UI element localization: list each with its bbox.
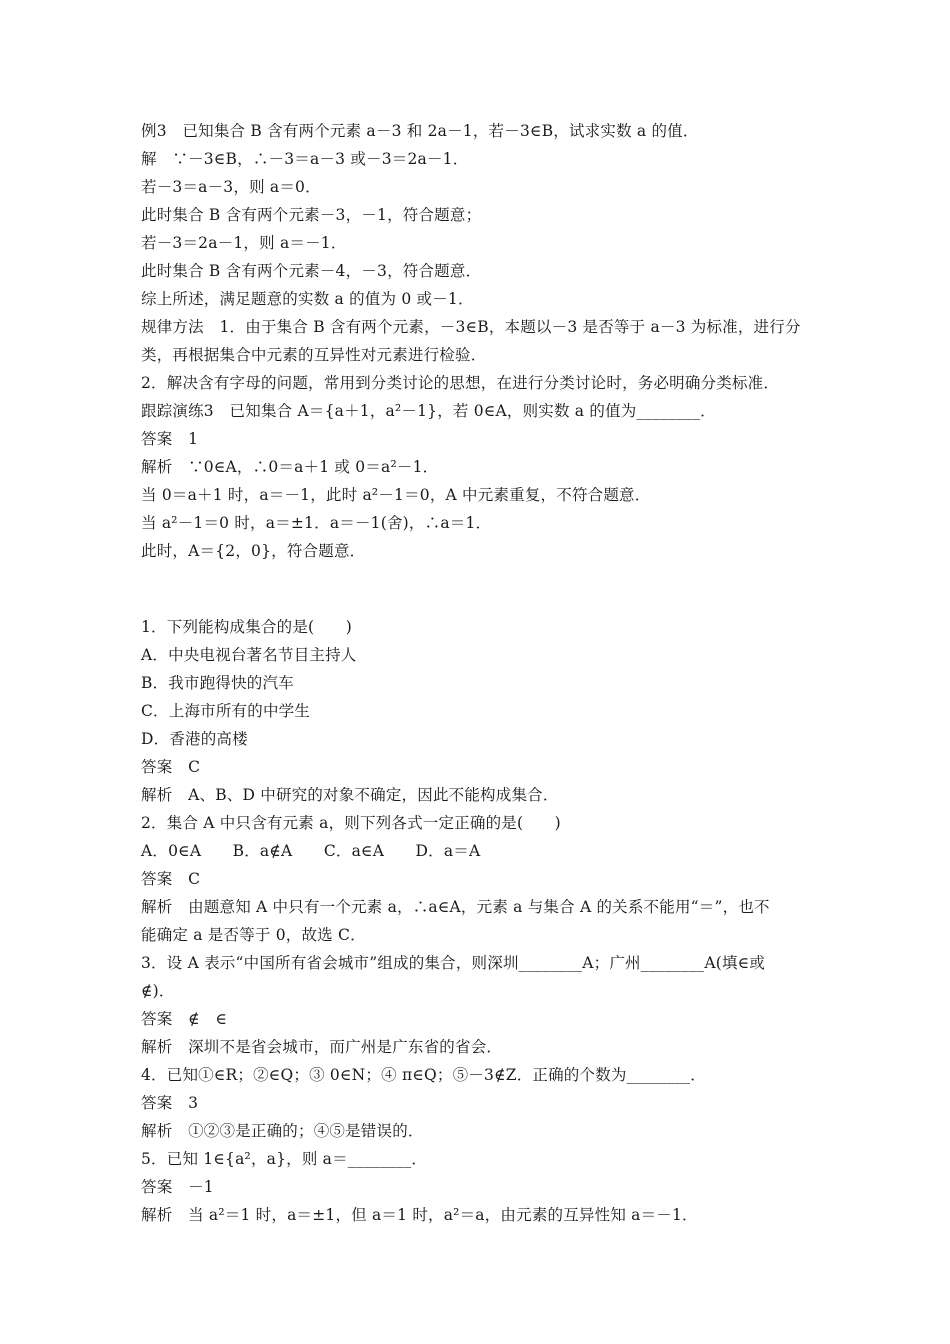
text-line: 解析 深圳不是省会城市，而广州是广东省的省会． (141, 1038, 503, 1056)
text-line: D．香港的高楼 (141, 730, 248, 748)
text-line: 综上所述，满足题意的实数 a 的值为 0 或－1． (141, 290, 474, 308)
text-line: A．中央电视台著名节目主持人 (141, 646, 357, 664)
text-line: 若－3＝a－3，则 a＝0． (141, 178, 321, 196)
text-line: 解析 由题意知 A 中只有一个元素 a，∴a∈A，元素 a 与集合 A 的关系不能用“＝”，也不 (141, 898, 770, 916)
text-line: 当 0＝a＋1 时，a＝－1，此时 a²－1＝0，A 中元素重复，不符合题意． (141, 486, 651, 504)
text-line: 答案 3 (141, 1094, 199, 1112)
text-line: 解析 A、B、D 中研究的对象不确定，因此不能构成集合． (141, 786, 559, 804)
text-line: 答案 1 (141, 430, 199, 448)
text-line: 2．解决含有字母的问题，常用到分类讨论的思想，在进行分类讨论时，务必明确分类标准． (141, 374, 780, 392)
text-line: 能确定 a 是否等于 0，故选 C． (141, 926, 366, 944)
text-line: B．我市跑得快的汽车 (141, 674, 294, 692)
text-line: 3．设 A 表示“中国所有省会城市”组成的集合，则深圳________A；广州________A(填∈或 (141, 954, 766, 972)
text-line: 答案 C (141, 758, 201, 776)
text-line: A．0∈A B．a∉A C．a∈A D．a＝A (141, 842, 481, 860)
text-line: 答案 ∉ ∈ (141, 1010, 228, 1028)
text-line: 解析 当 a²＝1 时，a＝±1，但 a＝1 时，a²＝a，由元素的互异性知 a＝－1． (141, 1206, 698, 1224)
text-line: 类，再根据集合中元素的互异性对元素进行检验． (141, 346, 487, 364)
text-line: 例3 已知集合 B 含有两个元素 a－3 和 2a－1，若－3∈B，试求实数 a 的值． (141, 122, 699, 140)
text-line: 答案 C (141, 870, 201, 888)
text-line: 当 a²－1＝0 时，a＝±1．a＝－1(舍)，∴a＝1． (141, 514, 492, 532)
text-line: 1．下列能构成集合的是( ) (141, 618, 352, 636)
text-line: C．上海市所有的中学生 (141, 702, 311, 720)
text-line: ∉)． (141, 982, 175, 1000)
text-line: 解 ∵－3∈B，∴－3＝a－3 或－3＝2a－1． (141, 150, 469, 168)
text-line: 此时，A＝{2，0}，符合题意． (141, 542, 366, 560)
text-line: 4．已知①∈R；②∈Q；③ 0∈N；④ π∈Q；⑤－3∉Z．正确的个数为________． (141, 1066, 706, 1084)
text-line: 解析 ∵0∈A，∴0＝a＋1 或 0＝a²－1． (141, 458, 439, 476)
text-line: 5．已知 1∈{a²，a}，则 a＝________． (141, 1150, 428, 1168)
text-line: 2．集合 A 中只含有元素 a，则下列各式一定正确的是( ) (141, 814, 561, 832)
text-line: 规律方法 1．由于集合 B 含有两个元素，－3∈B，本题以－3 是否等于 a－3 为标准，进行分 (141, 318, 801, 336)
text-line: 此时集合 B 含有两个元素－4，－3，符合题意． (141, 262, 482, 280)
text-line: 答案 －1 (141, 1178, 214, 1196)
text-line: 若－3＝2a－1，则 a＝－1． (141, 234, 347, 252)
text-line: 此时集合 B 含有两个元素－3，－1，符合题意； (141, 206, 482, 224)
text-line: 跟踪演练3 已知集合 A＝{a＋1，a²－1}，若 0∈A，则实数 a 的值为________． (141, 402, 716, 420)
text-line: 解析 ①②③是正确的；④⑤是错误的． (141, 1122, 424, 1140)
